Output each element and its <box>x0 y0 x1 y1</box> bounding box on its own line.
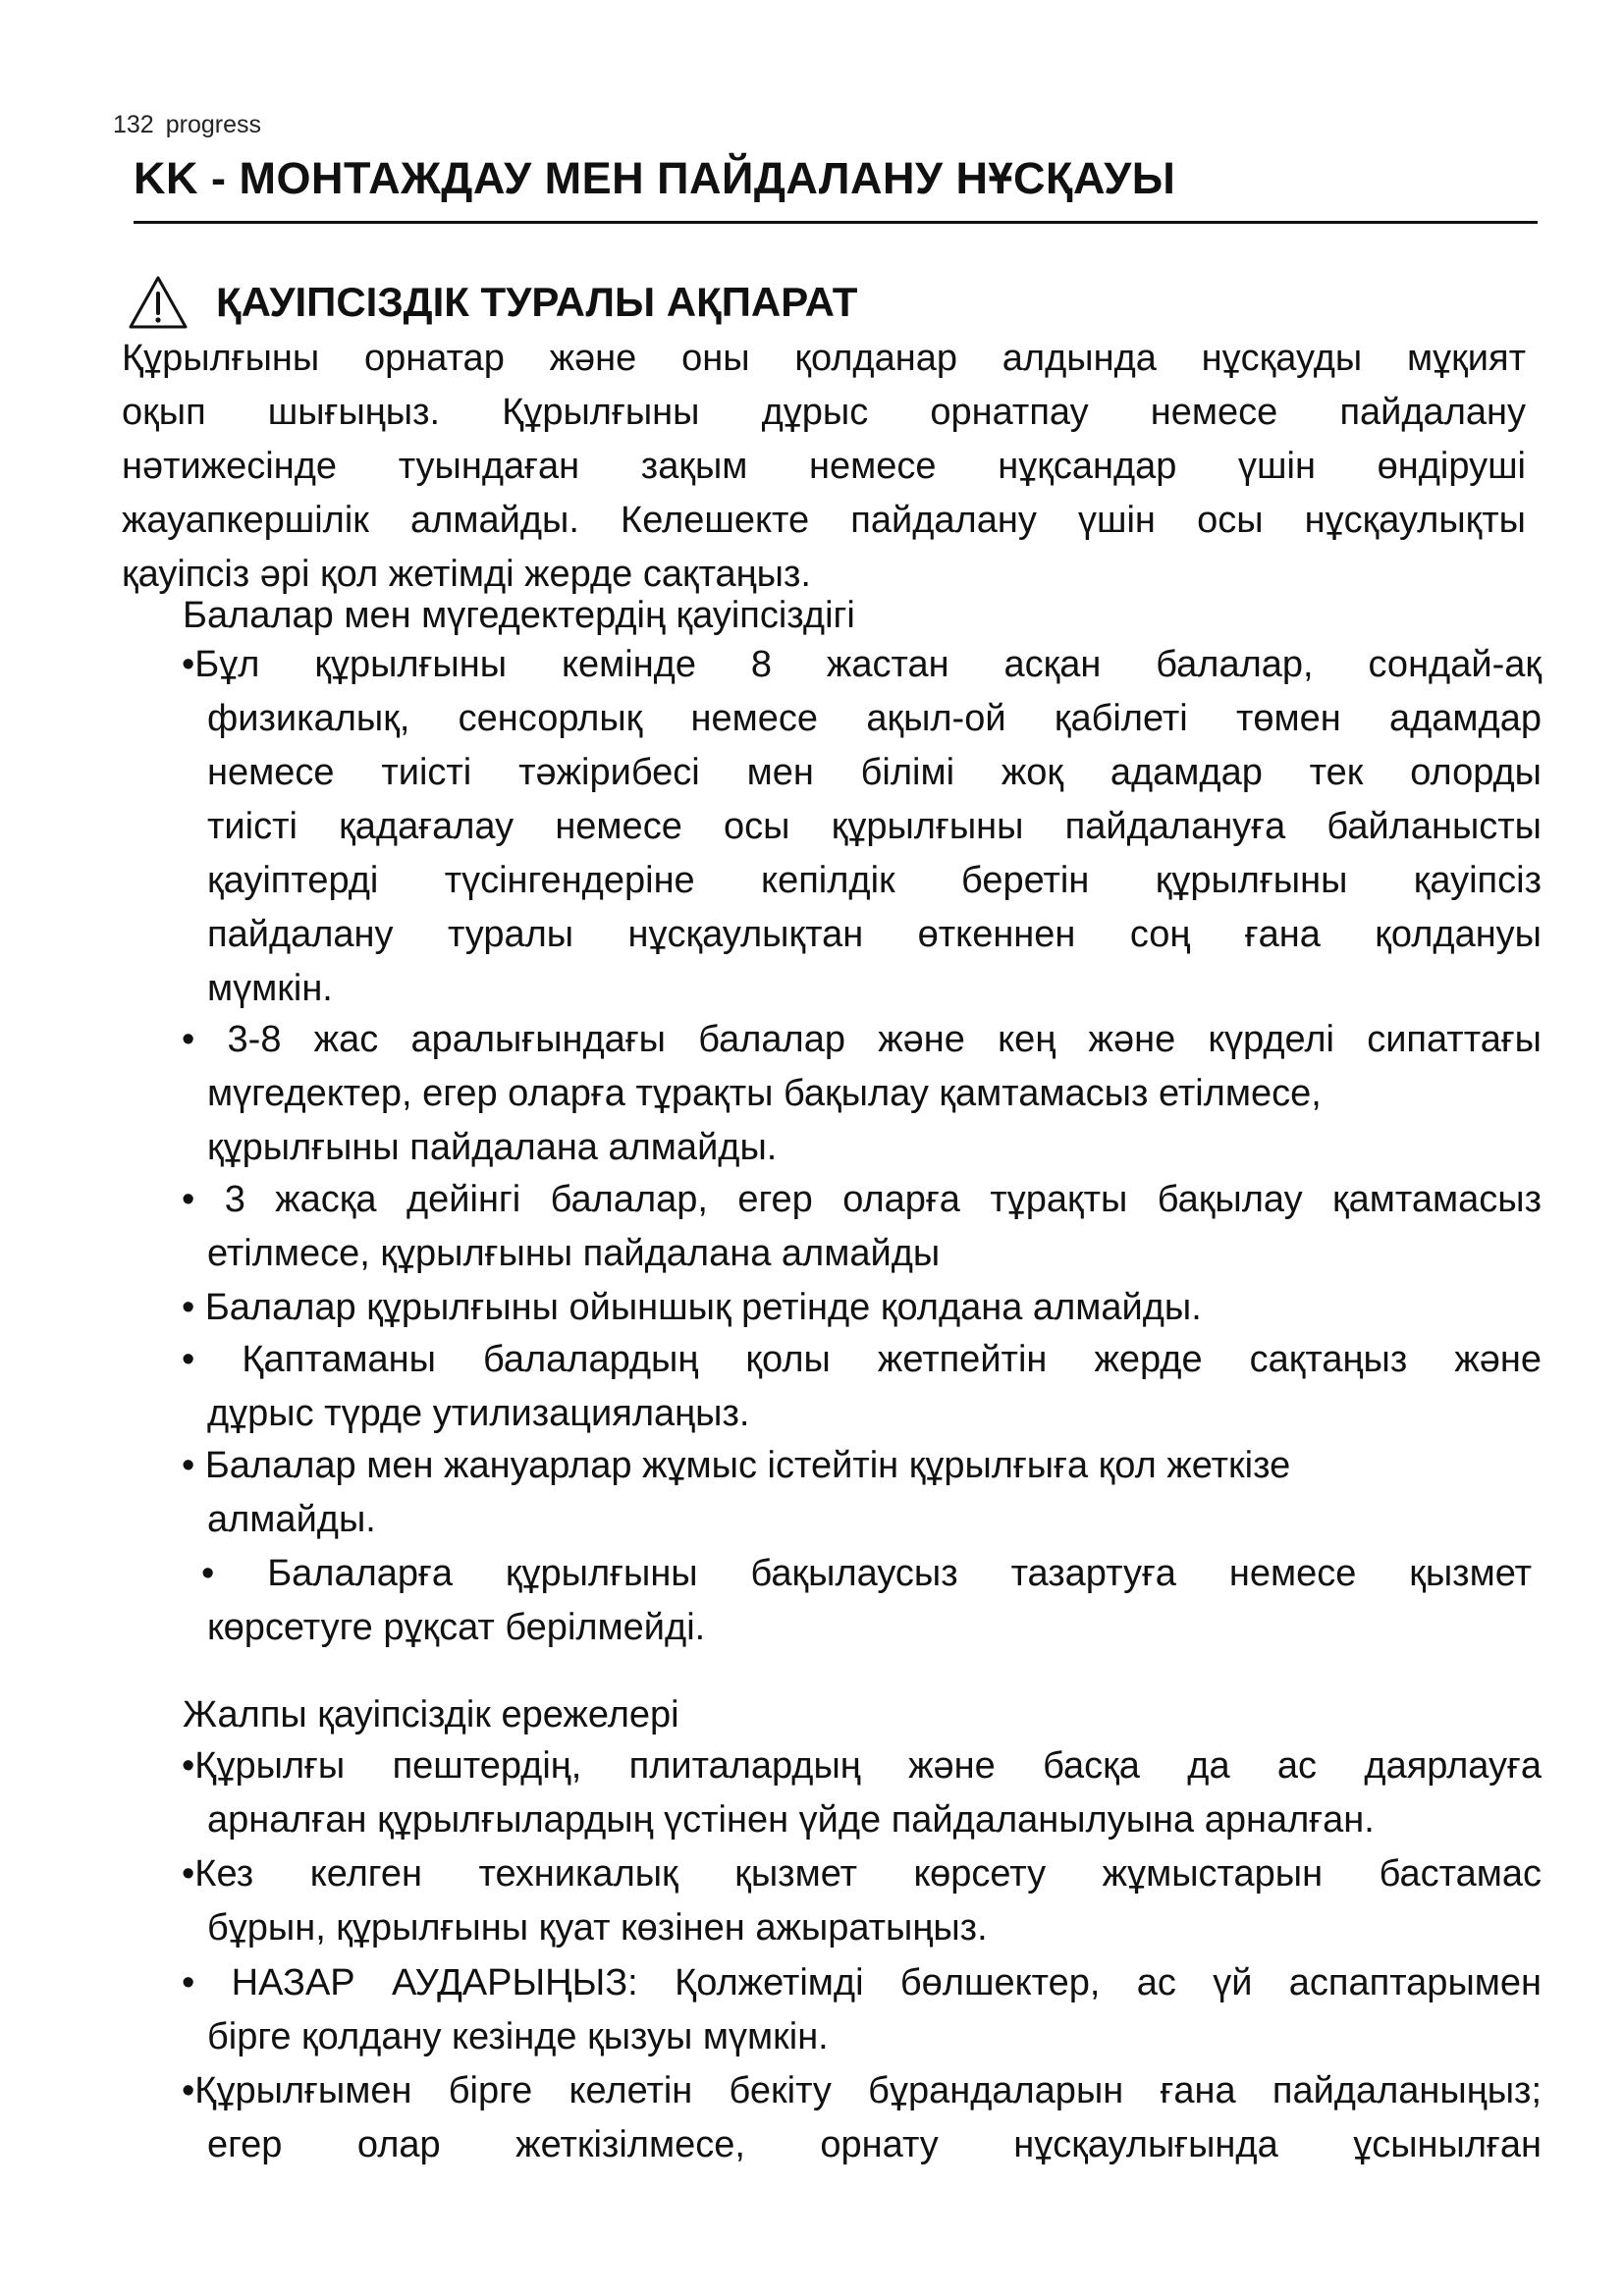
list-item-line: арналған құрылғылардың үстінен үйде пайдаланылуына арналған. <box>207 1799 1375 1841</box>
page-number: 132 <box>113 111 154 138</box>
general-safety-heading: Жалпы қауіпсіздік ережелері <box>183 1694 679 1735</box>
list-item-line: • 3 жасқа дейінгі балалар, егер оларға тұрақты бақылау қамтамасыз <box>182 1179 1542 1220</box>
list-item-line: немесе тиісті тәжірибесі мен білімі жоқ адамдар тек олорды <box>207 752 1542 793</box>
list-item-line: егер олар жеткізілмесе, орнату нұсқаулығында ұсынылған <box>207 2124 1542 2165</box>
list-item-line: етілмесе, құрылғыны пайдалана алмайды <box>207 1233 941 1274</box>
intro-line: жауапкершілік алмайды. Келешекте пайдалану үшін осы нұсқаулықты <box>122 500 1526 541</box>
list-item-line: дұрыс түрде утилизациялаңыз. <box>207 1393 750 1434</box>
list-item <box>182 1739 1542 1847</box>
list-item <box>182 1333 1542 1441</box>
list-item-line: бірге қолдану кезінде қызуы мүмкін. <box>207 2016 829 2057</box>
list-item-line: • 3-8 жас аралығындағы балалар және кең және күрделі сипаттағы <box>182 1019 1542 1060</box>
list-item <box>182 1173 1542 1281</box>
list-item-line: • Қаптаманы балалардың қолы жетпейтін жерде сақтаңыз және <box>182 1339 1542 1380</box>
list-item-line: • НАЗАР АУДАРЫҢЫЗ: Қолжетімді бөлшектер, ас үй аспаптарымен <box>182 1962 1542 2003</box>
safety-section-title: ҚАУІПСІЗДІК ТУРАЛЫ АҚПАРАТ <box>216 279 858 325</box>
intro-line: қауіпсіз әрі қол жетімді жерде сақтаңыз. <box>122 554 811 595</box>
list-item-line: пайдалану туралы нұсқаулықтан өткеннен соң ғана қолдануы <box>207 914 1542 955</box>
list-item-line: мүгедектер, егер оларға тұрақты бақылау қамтамасыз етілмесе, <box>207 1073 1322 1114</box>
list-item <box>182 1439 1542 1547</box>
warning-triangle-icon <box>128 275 189 330</box>
intro-paragraph <box>122 332 1526 602</box>
list-item <box>182 1847 1542 1955</box>
list-item-line: •Құрылғы пештердің, плиталардың және басқа да ас даярлауға <box>182 1745 1542 1787</box>
list-item-line: алмайды. <box>207 1499 376 1540</box>
list-item-line: •Құрылғымен бірге келетін бекіту бұрандаларын ғана пайдаланыңыз; <box>182 2070 1542 2111</box>
brand-name: progress <box>165 111 261 138</box>
list-item-line: көрсетуге рұқсат берілмейді. <box>207 1607 706 1648</box>
intro-line: нәтижесінде туындаған зақым немесе нұқсандар үшін өндіруші <box>122 446 1526 487</box>
intro-line: Құрылғыны орнатар және оны қолданар алдында нұсқауды мұқият <box>122 338 1526 379</box>
list-item <box>201 1547 1532 1655</box>
list-item-line: бұрын, құрылғыны қуат көзінен ажыратыңыз. <box>207 1907 988 1949</box>
list-item <box>182 1281 1542 1335</box>
safety-section-heading <box>128 273 857 332</box>
list-item-line: • Балаларға құрылғыны бақылаусыз тазартуға немесе қызмет <box>201 1553 1532 1594</box>
list-item-line: құрылғыны пайдалана алмайды. <box>207 1127 778 1168</box>
document-title: KK - МОНТАЖДАУ МЕН ПАЙДАЛАНУ НҰСҚАУЫ <box>134 153 1176 203</box>
list-item-line: мүмкін. <box>207 968 333 1009</box>
list-item-line: тиісті қадағалау немесе осы құрылғыны пайдалануға байланысты <box>207 806 1542 847</box>
children-safety-heading: Балалар мен мүгедектердің қауіпсіздігі <box>183 595 855 636</box>
list-item <box>182 1956 1542 2064</box>
list-item-line: • Балалар мен жануарлар жұмыс істейтін құрылғыға қол жеткізе <box>182 1445 1291 1486</box>
title-divider <box>134 221 1538 224</box>
list-item-line: •Кез келген техникалық қызмет көрсету жұмыстарын бастамас <box>182 1853 1542 1895</box>
intro-line: оқып шығыңыз. Құрылғыны дұрыс орнатпау немесе пайдалану <box>122 392 1526 433</box>
list-item-line: • Балалар құрылғыны ойыншық ретінде қолдана алмайды. <box>182 1287 1202 1328</box>
list-item-line: •Бұл құрылғыны кемінде 8 жастан асқан балалар, сондай-ақ <box>182 644 1542 685</box>
list-item-line: физикалық, сенсорлық немесе ақыл-ой қабілеті төмен адамдар <box>207 698 1542 739</box>
list-item-line: қауіптерді түсінгендеріне кепілдік беретін құрылғыны қауіпсіз <box>207 860 1542 901</box>
list-item <box>182 2064 1542 2172</box>
page-header <box>113 111 261 139</box>
list-item <box>182 1013 1542 1175</box>
list-item <box>182 638 1542 1016</box>
